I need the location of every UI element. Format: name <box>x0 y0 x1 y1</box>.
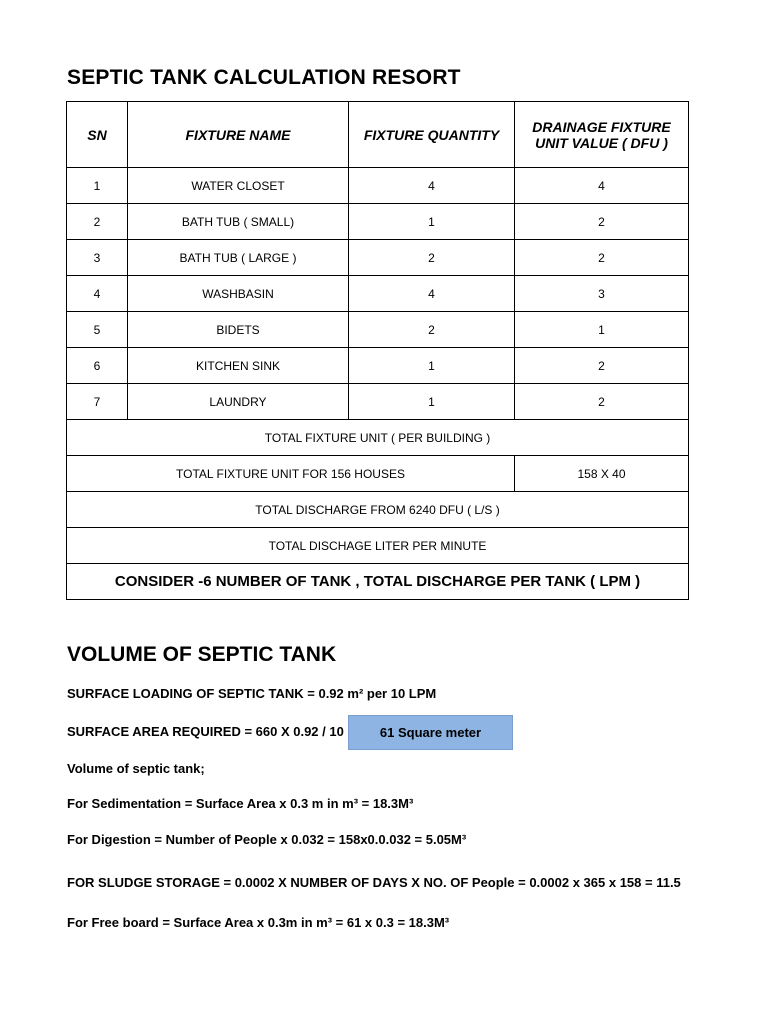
consider-cell: CONSIDER -6 NUMBER OF TANK , TOTAL DISCHARGE PER TANK ( LPM ) <box>67 564 689 600</box>
cell-fixture-name: WATER CLOSET <box>128 168 349 204</box>
table-header-row <box>67 102 689 168</box>
cell-quantity: 4 <box>349 276 515 312</box>
header-sn: SN <box>67 102 128 168</box>
cell-fixture-name: LAUNDRY <box>128 384 349 420</box>
total-discharge-cell: TOTAL DISCHARGE FROM 6240 DFU ( L/S ) <box>67 492 689 528</box>
cell-quantity: 1 <box>349 384 515 420</box>
table-row <box>67 348 689 384</box>
header-fixture-quantity: FIXTURE QUANTITY <box>349 102 515 168</box>
sludge-clip <box>67 875 688 895</box>
table-row <box>67 312 689 348</box>
header-fixture-name: FIXTURE NAME <box>128 102 349 168</box>
cell-fixture-name: KITCHEN SINK <box>128 348 349 384</box>
cell-quantity: 2 <box>349 312 515 348</box>
total-houses-value: 158 X 40 <box>515 456 689 492</box>
cell-quantity: 4 <box>349 168 515 204</box>
cell-sn: 1 <box>67 168 128 204</box>
cell-dfu: 4 <box>515 168 689 204</box>
sedimentation-text: For Sedimentation = Surface Area x 0.3 m in m³ = 18.3M³ <box>67 796 414 811</box>
cell-dfu: 2 <box>515 240 689 276</box>
total-fixture-unit-row <box>67 420 689 456</box>
free-board-text: For Free board = Surface Area x 0.3m in m³ = 61 x 0.3 = 18.3M³ <box>67 915 450 930</box>
cell-sn: 7 <box>67 384 128 420</box>
total-houses-label: TOTAL FIXTURE UNIT FOR 156 HOUSES <box>67 456 515 492</box>
total-lpm-cell: TOTAL DISCHAGE LITER PER MINUTE <box>67 528 689 564</box>
total-discharge-row <box>67 492 689 528</box>
total-houses-row <box>67 456 689 492</box>
total-fixture-unit-cell: TOTAL FIXTURE UNIT ( PER BUILDING ) <box>67 420 689 456</box>
cell-quantity: 1 <box>349 348 515 384</box>
cell-sn: 3 <box>67 240 128 276</box>
cell-dfu: 1 <box>515 312 689 348</box>
cell-sn: 2 <box>67 204 128 240</box>
cell-fixture-name: BIDETS <box>128 312 349 348</box>
digestion-text: For Digestion = Number of People x 0.032 = 158x0.0.032 = 5.05M³ <box>67 832 467 847</box>
cell-sn: 4 <box>67 276 128 312</box>
consider-row <box>67 564 689 600</box>
surface-area-result: 61 Square meter <box>348 715 513 750</box>
volume-label: Volume of septic tank; <box>67 761 205 776</box>
table-row <box>67 168 689 204</box>
header-dfu-label: DRAINAGE FIXTURE UNIT VALUE ( DFU ) <box>532 118 671 151</box>
cell-dfu: 2 <box>515 384 689 420</box>
cell-quantity: 2 <box>349 240 515 276</box>
total-lpm-row <box>67 528 689 564</box>
sludge-storage-text: FOR SLUDGE STORAGE = 0.0002 X NUMBER OF DAYS X NO. OF People = 0.0002 x 365 x 158 = 11.5 <box>67 875 681 890</box>
table-row <box>67 276 689 312</box>
cell-dfu: 3 <box>515 276 689 312</box>
cell-dfu: 2 <box>515 204 689 240</box>
surface-area-required-text: SURFACE AREA REQUIRED = 660 X 0.92 / 10 <box>67 724 344 739</box>
cell-fixture-name: BATH TUB ( SMALL) <box>128 204 349 240</box>
surface-loading-text: SURFACE LOADING OF SEPTIC TANK = 0.92 m² per 10 LPM <box>67 686 437 701</box>
cell-fixture-name: BATH TUB ( LARGE ) <box>128 240 349 276</box>
cell-dfu: 2 <box>515 348 689 384</box>
table-row <box>67 204 689 240</box>
cell-sn: 5 <box>67 312 128 348</box>
page-title: SEPTIC TANK CALCULATION RESORT <box>67 66 461 89</box>
volume-heading: VOLUME OF SEPTIC TANK <box>67 643 337 666</box>
table-row <box>67 384 689 420</box>
cell-quantity: 1 <box>349 204 515 240</box>
table-row <box>67 240 689 276</box>
cell-sn: 6 <box>67 348 128 384</box>
fixture-table <box>66 101 689 600</box>
cell-fixture-name: WASHBASIN <box>128 276 349 312</box>
header-dfu-value <box>515 102 689 168</box>
